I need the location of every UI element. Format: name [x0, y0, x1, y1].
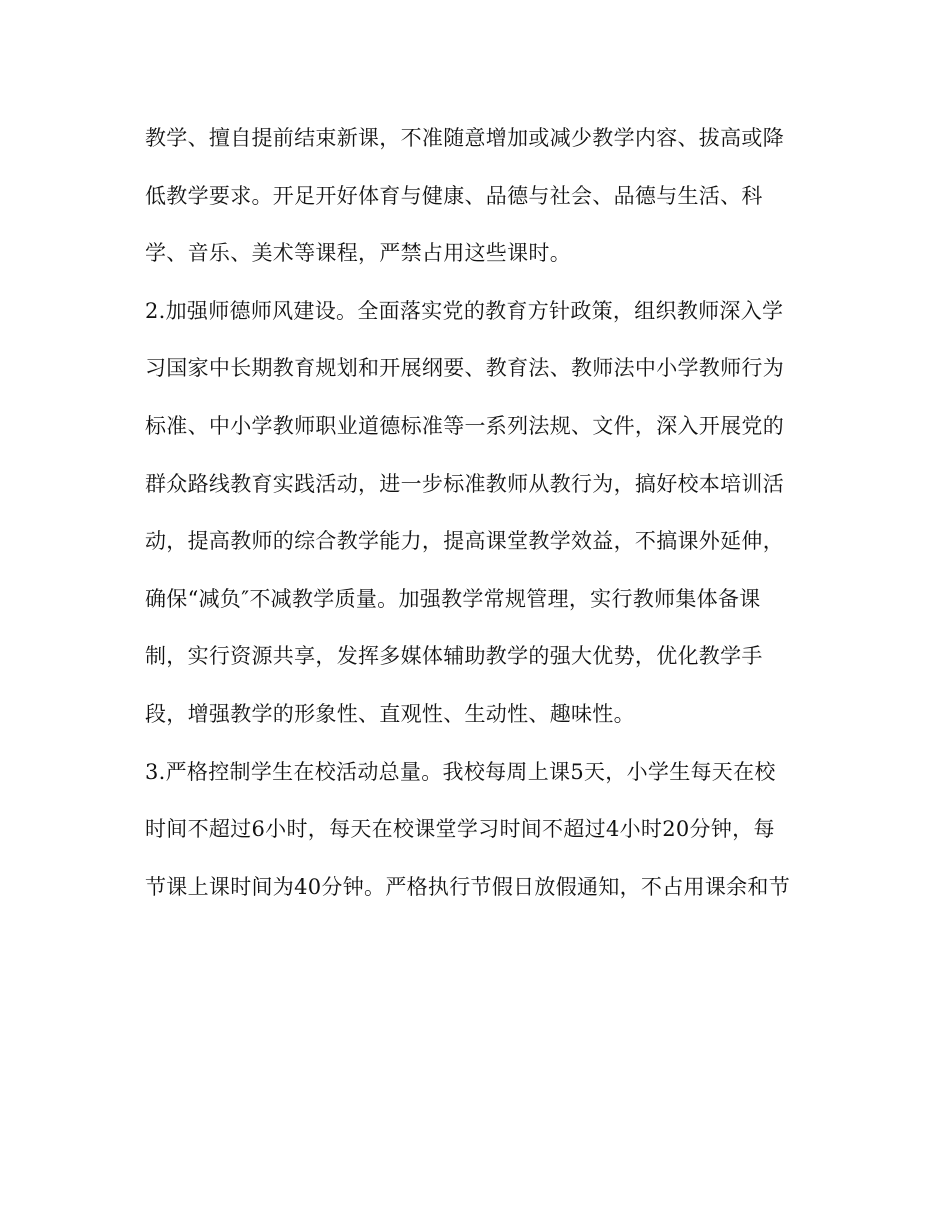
document-body: [145, 118, 810, 924]
text-line: 动，提高教师的综合教学能力，提高课堂教学效益，不搞课外延伸，: [145, 529, 784, 554]
paragraph-2-start: 2.加强师德师风建设。全面落实党的教育方针政策，组织教师深入学: [145, 298, 784, 323]
text-line: 节课上课时间为40分钟。严格执行节假日放假通知，不占用课余和节: [145, 874, 791, 899]
text-line: 教学、擅自提前结束新课，不准随意增加或减少教学内容、拔高或降: [145, 126, 784, 150]
text-line: 时间不超过6小时，每天在校课堂学习时间不超过4小时20分钟，每: [145, 817, 775, 842]
text-line: 段，增强教学的形象性、直观性、生动性、趣味性。: [145, 701, 635, 726]
paragraph-3-start: 3.严格控制学生在校活动总量。我校每周上课5天，小学生每天在校: [145, 759, 776, 784]
text-line: 确保“减负″不减教学质量。加强教学常规管理，实行教师集体备课: [145, 586, 761, 611]
text-line: 制，实行资源共享，发挥多媒体辅助教学的强大优势，优化教学手: [145, 644, 763, 669]
text-line: 习国家中长期教育规划和开展纲要、教育法、教师法中小学教师行为: [145, 356, 784, 381]
text-line: 学、音乐、美术等课程，严禁占用这些课时。: [145, 241, 571, 266]
text-line: 标准、中小学教师职业道德标准等一系列法规、文件，深入开展党的: [145, 413, 784, 438]
text-line: 低教学要求。开足开好体育与健康、品德与社会、品德与生活、科: [145, 183, 763, 208]
text-line: 群众路线教育实践活动，进一步标准教师从教行为，搞好校本培训活: [145, 471, 784, 496]
